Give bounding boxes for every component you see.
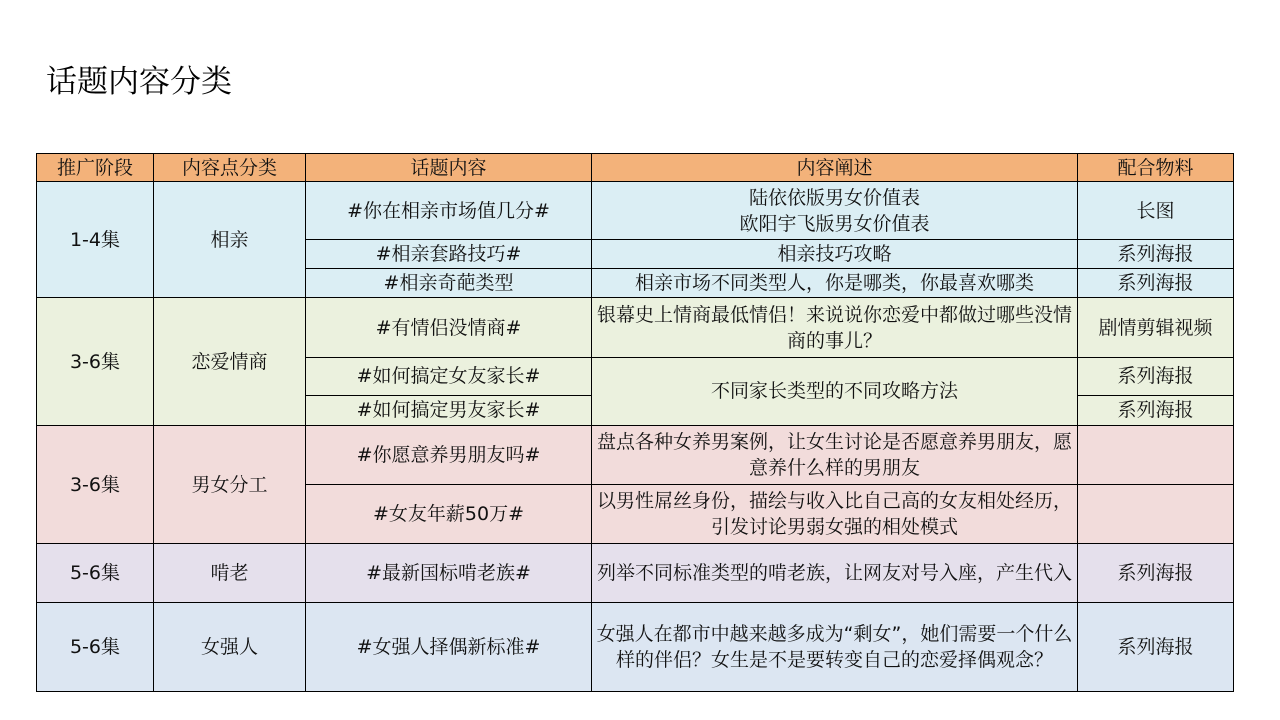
topic-cell: #如何搞定男友家长# xyxy=(306,395,592,425)
header-description: 内容阐述 xyxy=(592,154,1078,182)
material-cell: 系列海报 xyxy=(1078,544,1234,602)
header-topic: 话题内容 xyxy=(306,154,592,182)
table-header-row xyxy=(37,154,1234,182)
table-row xyxy=(37,182,1234,240)
topic-cell: #最新国标啃老族# xyxy=(306,544,592,602)
description-cell: 不同家长类型的不同攻略方法 xyxy=(592,357,1078,425)
description-cell: 盘点各种女养男案例，让女生讨论是否愿意养男朋友，愿意养什么样的男朋友 xyxy=(592,425,1078,484)
category-cell: 恋爱情商 xyxy=(154,298,306,425)
header-category: 内容点分类 xyxy=(154,154,306,182)
table-row xyxy=(37,602,1234,691)
material-cell xyxy=(1078,485,1234,544)
description-cell: 女强人在都市中越来越多成为“剩女”，她们需要一个什么样的伴侣？女生是不是要转变自己的恋爱择偶观念？ xyxy=(592,602,1078,691)
category-cell: 啃老 xyxy=(154,544,306,602)
topic-cell: #女友年薪50万# xyxy=(306,485,592,544)
topic-cell: #你在相亲市场值几分# xyxy=(306,182,592,240)
stage-cell: 1-4集 xyxy=(37,182,154,298)
page-title: 话题内容分类 xyxy=(46,64,232,100)
stage-cell: 3-6集 xyxy=(37,425,154,543)
description-cell: 相亲市场不同类型人，你是哪类，你最喜欢哪类 xyxy=(592,269,1078,298)
material-cell: 系列海报 xyxy=(1078,269,1234,298)
header-material: 配合物料 xyxy=(1078,154,1234,182)
category-cell: 男女分工 xyxy=(154,425,306,543)
stage-cell: 5-6集 xyxy=(37,544,154,602)
material-cell: 系列海报 xyxy=(1078,395,1234,425)
header-stage: 推广阶段 xyxy=(37,154,154,182)
category-cell: 女强人 xyxy=(154,602,306,691)
material-cell: 系列海报 xyxy=(1078,240,1234,269)
table-row xyxy=(37,298,1234,357)
topic-cell: #有情侣没情商# xyxy=(306,298,592,357)
description-line: 陆依依版男女价值表 xyxy=(748,186,920,209)
description-line: 欧阳宇飞版男女价值表 xyxy=(739,212,930,235)
material-cell: 剧情剪辑视频 xyxy=(1078,298,1234,357)
category-cell: 相亲 xyxy=(154,182,306,298)
description-cell: 列举不同标准类型的啃老族，让网友对号入座，产生代入 xyxy=(592,544,1078,602)
material-cell: 系列海报 xyxy=(1078,357,1234,395)
description-cell: 以男性屌丝身份，描绘与收入比自己高的女友相处经历，引发讨论男弱女强的相处模式 xyxy=(592,485,1078,544)
table-row xyxy=(37,425,1234,484)
description-cell: 银幕史上情商最低情侣！来说说你恋爱中都做过哪些没情商的事儿？ xyxy=(592,298,1078,357)
description-cell xyxy=(592,182,1078,240)
topic-cell: #如何搞定女友家长# xyxy=(306,357,592,395)
description-cell: 相亲技巧攻略 xyxy=(592,240,1078,269)
material-cell: 长图 xyxy=(1078,182,1234,240)
material-cell xyxy=(1078,425,1234,484)
topic-cell: #你愿意养男朋友吗# xyxy=(306,425,592,484)
stage-cell: 3-6集 xyxy=(37,298,154,425)
material-cell: 系列海报 xyxy=(1078,602,1234,691)
topic-table xyxy=(36,153,1234,692)
table-row xyxy=(37,544,1234,602)
topic-cell: #相亲奇葩类型 xyxy=(306,269,592,298)
stage-cell: 5-6集 xyxy=(37,602,154,691)
topic-cell: #相亲套路技巧# xyxy=(306,240,592,269)
topic-cell: #女强人择偶新标准# xyxy=(306,602,592,691)
